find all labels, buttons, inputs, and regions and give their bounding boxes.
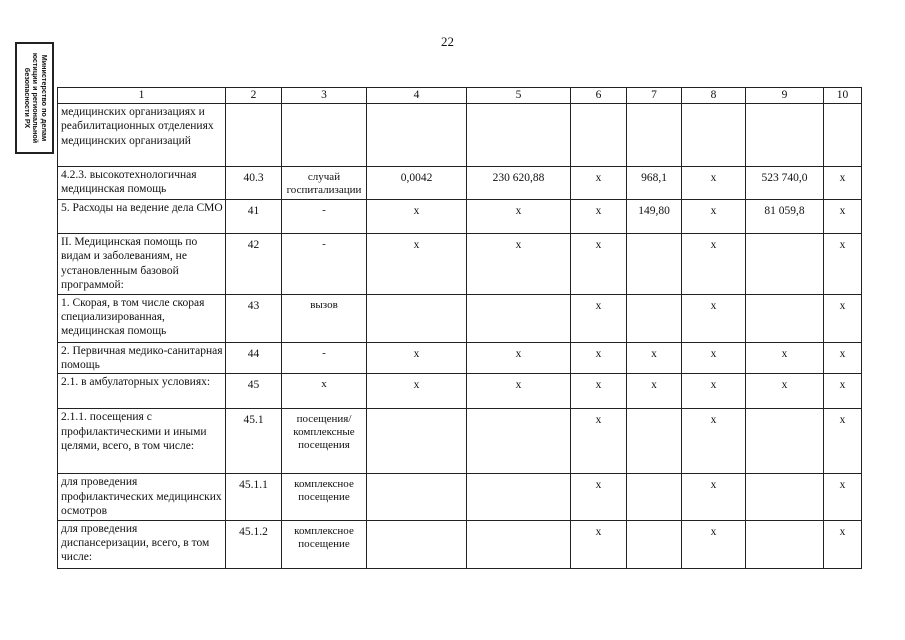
value-cell: 45.1 — [226, 409, 282, 474]
value-cell: х — [467, 234, 571, 295]
value-cell: х — [824, 294, 862, 342]
value-cell: х — [824, 374, 862, 409]
row-label: для проведения диспансеризации, всего, в том числе: — [58, 520, 226, 568]
value-cell: 45.1.2 — [226, 520, 282, 568]
value-cell: х — [627, 342, 682, 374]
column-header-10: 10 — [824, 88, 862, 104]
value-cell: х — [571, 409, 627, 474]
value-cell: х — [367, 234, 467, 295]
table-row — [58, 474, 862, 520]
column-header-9: 9 — [746, 88, 824, 104]
value-cell: х — [824, 234, 862, 295]
value-cell: 45.1.1 — [226, 474, 282, 520]
value-cell: 44 — [226, 342, 282, 374]
value-cell: 230 620,88 — [467, 167, 571, 200]
value-cell: х — [571, 520, 627, 568]
value-cell: х — [571, 474, 627, 520]
value-cell — [627, 409, 682, 474]
value-cell: х — [367, 374, 467, 409]
value-cell — [824, 104, 862, 167]
row-label: 1. Скорая, в том числе скорая специализированная, медицинская помощь — [58, 294, 226, 342]
value-cell: 42 — [226, 234, 282, 295]
row-label: 4.2.3. высокотехнологичная медицинская помощь — [58, 167, 226, 200]
value-cell: х — [824, 520, 862, 568]
value-cell — [571, 104, 627, 167]
stamp-line: Министерство по делам — [39, 54, 49, 142]
column-header-8: 8 — [682, 88, 746, 104]
row-label: 2. Первичная медико-санитарная помощь — [58, 342, 226, 374]
value-cell: 41 — [226, 200, 282, 234]
value-cell — [367, 474, 467, 520]
stamp-line: юстиции и региональной — [30, 52, 40, 144]
row-label: медицинских организациях и реабилитационных отделениях медицинских организаций — [58, 104, 226, 167]
column-header-5: 5 — [467, 88, 571, 104]
value-cell: 149,80 — [627, 200, 682, 234]
value-cell — [746, 474, 824, 520]
value-cell — [627, 294, 682, 342]
column-header-4: 4 — [367, 88, 467, 104]
header-row — [58, 88, 862, 104]
value-cell: х — [627, 374, 682, 409]
value-cell — [746, 520, 824, 568]
value-cell — [746, 234, 824, 295]
table-body — [58, 88, 862, 569]
value-cell: х — [682, 342, 746, 374]
value-cell: х — [571, 374, 627, 409]
value-cell: х — [824, 167, 862, 200]
value-cell: х — [824, 409, 862, 474]
value-cell — [746, 104, 824, 167]
column-header-3: 3 — [282, 88, 367, 104]
value-cell: х — [367, 200, 467, 234]
table-row — [58, 520, 862, 568]
value-cell — [682, 104, 746, 167]
row-label: 2.1. в амбулаторных условиях: — [58, 374, 226, 409]
value-cell: 45 — [226, 374, 282, 409]
table-row — [58, 409, 862, 474]
value-cell — [226, 104, 282, 167]
value-cell — [467, 294, 571, 342]
value-cell — [467, 520, 571, 568]
row-label: II. Медицинская помощь по видам и заболеваниям, не установленным базовой программой: — [58, 234, 226, 295]
value-cell: 523 740,0 — [746, 167, 824, 200]
value-cell — [467, 474, 571, 520]
column-header-1: 1 — [58, 88, 226, 104]
unit-cell: случай госпитализации — [282, 167, 367, 200]
table-row — [58, 294, 862, 342]
value-cell: х — [824, 474, 862, 520]
value-cell: х — [682, 167, 746, 200]
value-cell: х — [467, 342, 571, 374]
row-label: для проведения профилактических медицинских осмотров — [58, 474, 226, 520]
value-cell — [746, 294, 824, 342]
unit-cell: вызов — [282, 294, 367, 342]
value-cell — [367, 104, 467, 167]
table-row — [58, 104, 862, 167]
value-cell: х — [682, 294, 746, 342]
table-row — [58, 234, 862, 295]
unit-cell — [282, 104, 367, 167]
value-cell: х — [367, 342, 467, 374]
value-cell: 43 — [226, 294, 282, 342]
stamp-line: безопасности РХ — [22, 67, 32, 129]
value-cell — [627, 234, 682, 295]
row-label: 5. Расходы на ведение дела СМО — [58, 200, 226, 234]
value-cell: х — [682, 200, 746, 234]
value-cell: х — [571, 342, 627, 374]
unit-cell: х — [282, 374, 367, 409]
value-cell — [627, 104, 682, 167]
page-number: 22 — [441, 34, 454, 49]
value-cell: х — [746, 342, 824, 374]
value-cell: 0,0042 — [367, 167, 467, 200]
unit-cell: посещения/ комплексные посещения — [282, 409, 367, 474]
value-cell: х — [824, 342, 862, 374]
table-row — [58, 342, 862, 374]
value-cell — [367, 520, 467, 568]
column-header-6: 6 — [571, 88, 627, 104]
column-header-2: 2 — [226, 88, 282, 104]
value-cell: х — [682, 374, 746, 409]
value-cell: х — [682, 234, 746, 295]
value-cell: х — [824, 200, 862, 234]
program-table — [57, 87, 862, 569]
unit-cell: - — [282, 342, 367, 374]
value-cell — [367, 294, 467, 342]
value-cell: х — [467, 200, 571, 234]
unit-cell: комплексное посещение — [282, 474, 367, 520]
value-cell: х — [571, 200, 627, 234]
column-header-7: 7 — [627, 88, 682, 104]
value-cell: х — [571, 294, 627, 342]
value-cell — [467, 104, 571, 167]
stamp-text — [22, 46, 48, 150]
value-cell — [367, 409, 467, 474]
value-cell: х — [571, 167, 627, 200]
value-cell: х — [467, 374, 571, 409]
value-cell: 81 059,8 — [746, 200, 824, 234]
value-cell: х — [682, 474, 746, 520]
table-row — [58, 200, 862, 234]
unit-cell: комплексное посещение — [282, 520, 367, 568]
value-cell: х — [682, 520, 746, 568]
table-row — [58, 374, 862, 409]
value-cell: х — [746, 374, 824, 409]
value-cell — [467, 409, 571, 474]
value-cell — [627, 474, 682, 520]
unit-cell: - — [282, 234, 367, 295]
value-cell — [627, 520, 682, 568]
registration-stamp — [15, 42, 54, 154]
value-cell: х — [571, 234, 627, 295]
row-label: 2.1.1. посещения с профилактическими и иными целями, всего, в том числе: — [58, 409, 226, 474]
value-cell: 40.3 — [226, 167, 282, 200]
unit-cell: - — [282, 200, 367, 234]
value-cell: х — [682, 409, 746, 474]
table-row — [58, 167, 862, 200]
value-cell: 968,1 — [627, 167, 682, 200]
value-cell — [746, 409, 824, 474]
